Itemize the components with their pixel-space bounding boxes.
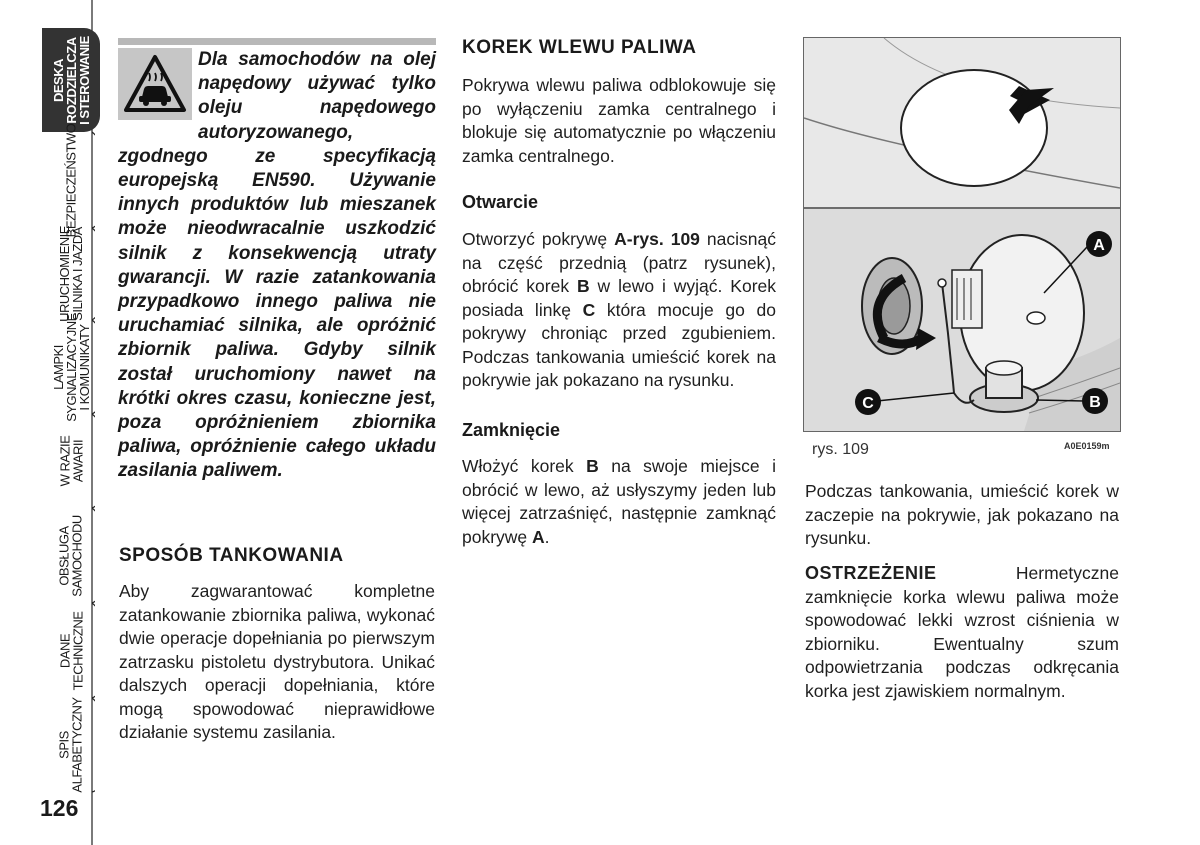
tab-label: OBSŁUGA SAMOCHODU — [57, 514, 86, 597]
right-paragraph: Podczas tankowania, umieścić korek w zaczepie na pokrywie, jak pokazano na rysunku. — [805, 481, 1119, 548]
diesel-warning — [118, 38, 436, 484]
opening-text: Otworzyć pokrywę A-rys. 109 nacisnąć na część przednią (patrz rysunek), obrócić korek B w lewo i wyjąć. Korek posiada linkę C która mocuje go do pokrywy chroniąc przed zgubieniem. Podczas tankowania umieścić korek na pokrywie jak pokazano na rysunku. — [462, 229, 776, 390]
fuel-cap-illustration — [804, 38, 1120, 431]
label-c: C — [862, 395, 874, 412]
label-a: A — [1093, 237, 1105, 254]
tab-label: BEZPIECZEŃSTWO — [63, 123, 79, 237]
tab-starting-driving[interactable] — [42, 228, 100, 320]
tab-technical-data[interactable] — [42, 603, 100, 698]
opening-title: Otwarcie — [462, 192, 539, 212]
tab-label: W RAZIE AWARII — [56, 435, 85, 487]
tab-label: DESKA ROZDZIELCZA I STEROWANIE — [50, 35, 92, 125]
figure-caption: rys. 109 — [812, 441, 869, 458]
chapter-sidebar — [0, 0, 95, 845]
warning-bar — [118, 38, 436, 45]
tab-index[interactable] — [42, 698, 100, 792]
tab-emergency[interactable] — [42, 414, 100, 508]
tab-label: DANE TECHNICZNE — [57, 611, 85, 690]
label-b: B — [1089, 394, 1101, 411]
tab-label: LAMPKI SYGNALIZACYJNE I KOMUNIKATY — [50, 312, 92, 422]
tab-car-maintenance[interactable] — [42, 508, 100, 603]
tab-label: SPIS ALFABETYCZNY — [57, 697, 86, 793]
refuel-body: Aby zagwarantować kompletne zatankowanie zbiornika paliwa, wykonać dwie operacje dopełniania po pierwszym zatrzasku pistoletu dystrybutora. Unikać dalszych operacji dopełniania, które mogą spowodować nieprawidłowe działanie systemu zasilania. — [119, 581, 435, 742]
closing-title: Zamknięcie — [462, 420, 561, 440]
tab-warning-lights[interactable] — [42, 312, 100, 422]
figure-code: A0E0159m — [1064, 441, 1110, 451]
warning-note: OSTRZEŻENIE Hermetyczne zamknięcie korka wlewu paliwa może spowodować lekki wzrost ciśnienia w zbiorniku. Ewentualny szum odpowietrzania podczas odkręcania korka jest zjawiskiem normalnym. — [805, 563, 1119, 701]
warning-triangle-car-icon — [118, 48, 192, 120]
tab-label: URUCHOMIENIE SILNIKA I JAZDA — [57, 226, 85, 322]
tab-dashboard-controls[interactable] — [42, 28, 100, 132]
refuel-heading: SPOSÓB TANKOWANIA — [119, 545, 344, 566]
page-number: 126 — [40, 795, 79, 821]
fuel-cap-heading: KOREK WLEWU PALIWA — [462, 37, 697, 58]
closing-text: Włożyć korek B na swoje miejsce i obrócić w lewo, aż usłyszymy jeden lub więcej zatrzaśnięć, następnie zamknąć pokrywę A. — [462, 456, 776, 547]
warning-text: Dla samochodów na olej napędowy używać tylko oleju napędowego autoryzowanego, zgodnego ze specyfikacją europejską EN590. Używanie innych produktów lub mieszanek może nieodwracalnie uszkodzić silnik z konsekwencją utraty gwarancji. W razie zatankowania przypadkowo innego paliwa nie uruchamiać silnika, ale opróżnić zbiornik paliwa. Gdyby silnik został uruchomiony nawet na krótki okres czasu, konieczne jest, poza opróżnieniem zbiornika paliwa, opróżnienie całego układu zasilania paliwem. — [118, 49, 436, 482]
figure-fuel-cap — [803, 37, 1121, 432]
fuel-cap-intro: Pokrywa wlewu paliwa odblokowuje się po wyłączeniu zamka centralnego i blokuje się automatycznie po włączeniu zamka centralnego. — [462, 75, 776, 166]
tab-safety[interactable] — [42, 123, 100, 237]
